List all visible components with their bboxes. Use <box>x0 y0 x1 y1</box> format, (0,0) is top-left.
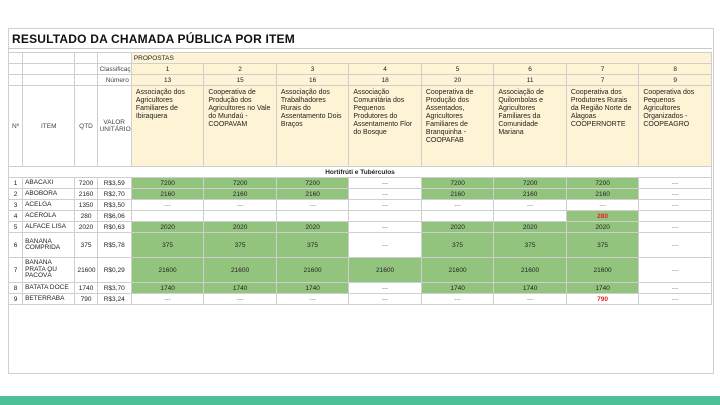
item-qtd: 2020 <box>75 222 97 233</box>
numero-cell: 13 <box>131 75 204 86</box>
item-name: ABACAXI <box>23 178 75 189</box>
numero-cell: 15 <box>204 75 277 86</box>
table-row <box>9 211 712 222</box>
proposal-cell: 2160 <box>131 189 204 200</box>
item-valor: R$6,06 <box>97 211 131 222</box>
proposal-cell: 2160 <box>204 189 277 200</box>
proposal-cell: 1740 <box>276 283 349 294</box>
proposal-cell: --- <box>566 200 639 211</box>
proposal-cell: --- <box>349 233 422 258</box>
proposal-cell: 21600 <box>421 258 494 283</box>
proposal-cell: 375 <box>421 233 494 258</box>
footer-bar <box>0 396 720 405</box>
proposal-cell: 21600 <box>131 258 204 283</box>
numero-cell: 11 <box>494 75 567 86</box>
proposal-cell: --- <box>276 200 349 211</box>
proposal-cell: 375 <box>566 233 639 258</box>
item-qtd: 790 <box>75 294 97 305</box>
item-name: ACEROLA <box>23 211 75 222</box>
proposal-cell: 7200 <box>204 178 277 189</box>
header-divider <box>8 48 712 49</box>
classificacao-cell: 8 <box>639 64 712 75</box>
proposal-cell: 1740 <box>494 283 567 294</box>
proposal-cell <box>639 211 712 222</box>
numero-cell: 18 <box>349 75 422 86</box>
table-row <box>9 222 712 233</box>
organization-name: Associação de Quilombolas e Agricultores Familiares da Comunidade Mariana <box>494 86 567 167</box>
proposal-cell <box>276 211 349 222</box>
row-number: 4 <box>9 211 23 222</box>
item-qtd: 2160 <box>75 189 97 200</box>
classificacao-cell: 2 <box>204 64 277 75</box>
item-name: ALFACE LISA <box>23 222 75 233</box>
proposal-cell: 2160 <box>494 189 567 200</box>
proposal-cell: --- <box>204 200 277 211</box>
item-qtd: 280 <box>75 211 97 222</box>
proposal-cell: 1740 <box>421 283 494 294</box>
item-valor: R$5,78 <box>97 233 131 258</box>
item-valor: R$3,24 <box>97 294 131 305</box>
item-valor: R$3,50 <box>97 200 131 211</box>
proposal-cell: --- <box>276 294 349 305</box>
proposal-cell: 2160 <box>276 189 349 200</box>
proposal-cell: 375 <box>131 233 204 258</box>
item-valor: R$0,29 <box>97 258 131 283</box>
proposal-cell: --- <box>131 294 204 305</box>
proposal-cell: 2020 <box>276 222 349 233</box>
organizations-row <box>9 86 712 167</box>
item-valor: R$0,63 <box>97 222 131 233</box>
item-qtd: 7200 <box>75 178 97 189</box>
proposal-cell: --- <box>639 189 712 200</box>
proposal-cell: 1740 <box>131 283 204 294</box>
item-qtd: 375 <box>75 233 97 258</box>
classificacao-cell: 4 <box>349 64 422 75</box>
page-title: RESULTADO DA CHAMADA PÚBLICA POR ITEM <box>12 32 295 46</box>
proposal-cell: 2020 <box>204 222 277 233</box>
proposal-cell: 375 <box>204 233 277 258</box>
proposal-cell: 21600 <box>276 258 349 283</box>
proposal-cell: 790 <box>566 294 639 305</box>
propostas-label-spacer <box>97 53 131 64</box>
proposal-cell: 7200 <box>566 178 639 189</box>
organization-name: Cooperativa de Produção dos Assentados, Agricultores Familiares de Branquinha - COOPAFAB <box>421 86 494 167</box>
proposal-cell: --- <box>349 294 422 305</box>
item-name: ABOBORA <box>23 189 75 200</box>
row-number: 7 <box>9 258 23 283</box>
proposal-cell: 21600 <box>204 258 277 283</box>
row-number: 5 <box>9 222 23 233</box>
numero-cell: 9 <box>639 75 712 86</box>
numero-row <box>9 75 712 86</box>
row-number: 6 <box>9 233 23 258</box>
col-header-item: ITEM <box>23 86 75 167</box>
row-number: 2 <box>9 189 23 200</box>
classificacao-row <box>9 64 712 75</box>
item-name: BETERRABA <box>23 294 75 305</box>
numero-cell: 16 <box>276 75 349 86</box>
table-row <box>9 189 712 200</box>
item-qtd: 21600 <box>75 258 97 283</box>
organization-name: Associação dos Trabalhadores Rurais do Assentamento Dois Braços <box>276 86 349 167</box>
table-row <box>9 178 712 189</box>
classificacao-label: Classificaç <box>97 64 131 75</box>
proposal-cell: --- <box>639 294 712 305</box>
proposal-cell: 2160 <box>566 189 639 200</box>
proposal-cell: --- <box>421 200 494 211</box>
organization-name: Cooperativa de Produção dos Agricultores no Vale do Mundaú - COOPAVAM <box>204 86 277 167</box>
table-row <box>9 294 712 305</box>
classificacao-cell: 5 <box>421 64 494 75</box>
proposal-cell <box>421 211 494 222</box>
item-qtd: 1740 <box>75 283 97 294</box>
proposal-cell: 21600 <box>566 258 639 283</box>
numero-cell: 7 <box>566 75 639 86</box>
proposal-cell: --- <box>639 258 712 283</box>
table-row <box>9 233 712 258</box>
proposal-cell: --- <box>421 294 494 305</box>
numero-cell: 20 <box>421 75 494 86</box>
proposal-cell: --- <box>639 283 712 294</box>
proposal-cell: 7200 <box>494 178 567 189</box>
proposal-cell: --- <box>349 178 422 189</box>
proposal-cell: 21600 <box>494 258 567 283</box>
proposal-cell: 2160 <box>421 189 494 200</box>
table-row <box>9 200 712 211</box>
proposal-cell: --- <box>639 222 712 233</box>
proposal-cell: 1740 <box>204 283 277 294</box>
proposal-cell: 2020 <box>494 222 567 233</box>
proposal-cell: --- <box>349 189 422 200</box>
proposal-cell: --- <box>639 233 712 258</box>
proposal-cell: 2020 <box>566 222 639 233</box>
item-name: ACELGA <box>23 200 75 211</box>
proposal-cell: --- <box>349 283 422 294</box>
numero-label: Número <box>97 75 131 86</box>
item-name: BANANA PRATA OU PACOVÃ <box>23 258 75 283</box>
proposal-cell: 375 <box>276 233 349 258</box>
proposal-cell: 2020 <box>131 222 204 233</box>
organization-name: Associação dos Agricultores Familiares de Ibiraquera <box>131 86 204 167</box>
proposal-cell: 375 <box>494 233 567 258</box>
classificacao-cell: 3 <box>276 64 349 75</box>
row-number: 9 <box>9 294 23 305</box>
proposal-cell <box>494 211 567 222</box>
col-header-qtd: QTD <box>75 86 97 167</box>
results-table <box>8 52 712 305</box>
proposal-cell: 21600 <box>349 258 422 283</box>
table-row <box>9 283 712 294</box>
section-row <box>9 167 712 178</box>
item-valor: R$3,70 <box>97 283 131 294</box>
proposal-cell: 1740 <box>566 283 639 294</box>
proposal-cell: --- <box>494 200 567 211</box>
proposal-cell: --- <box>494 294 567 305</box>
proposal-cell: --- <box>131 200 204 211</box>
organization-name: Cooperativa dos Produtores Rurais da Região Norte de Alagoas COOPERNORTE <box>566 86 639 167</box>
organization-name: Cooperativa dos Pequenos Agricultores Organizados - COOPEAGRO <box>639 86 712 167</box>
proposal-cell <box>349 211 422 222</box>
table-row <box>9 258 712 283</box>
propostas-row <box>9 53 712 64</box>
item-name: BATATA DOCE <box>23 283 75 294</box>
classificacao-cell: 7 <box>566 64 639 75</box>
row-number: 8 <box>9 283 23 294</box>
col-header-n: Nº <box>9 86 23 167</box>
item-name: BANANA COMPRIDA <box>23 233 75 258</box>
classificacao-cell: 6 <box>494 64 567 75</box>
item-valor: R$2,70 <box>97 189 131 200</box>
proposal-cell: 280 <box>566 211 639 222</box>
proposal-cell: --- <box>639 200 712 211</box>
propostas-label: PROPOSTAS <box>131 53 711 64</box>
col-header-valor: VALOR UNITÁRIO <box>97 86 131 167</box>
proposal-cell: --- <box>204 294 277 305</box>
organization-name: Associação Comunitária dos Pequenos Produtores do Assentamento Flor do Bosque <box>349 86 422 167</box>
proposal-cell: 2020 <box>421 222 494 233</box>
proposal-cell: --- <box>639 178 712 189</box>
item-valor: R$3,59 <box>97 178 131 189</box>
row-number: 3 <box>9 200 23 211</box>
proposal-cell: 7200 <box>421 178 494 189</box>
row-number: 1 <box>9 178 23 189</box>
proposal-cell: 7200 <box>276 178 349 189</box>
classificacao-cell: 1 <box>131 64 204 75</box>
proposal-cell <box>131 211 204 222</box>
proposal-cell <box>204 211 277 222</box>
item-qtd: 1350 <box>75 200 97 211</box>
proposal-cell: --- <box>349 222 422 233</box>
proposal-cell: 7200 <box>131 178 204 189</box>
proposal-cell: --- <box>349 200 422 211</box>
section-title: Hortifrúti e Tubérculos <box>9 167 712 178</box>
